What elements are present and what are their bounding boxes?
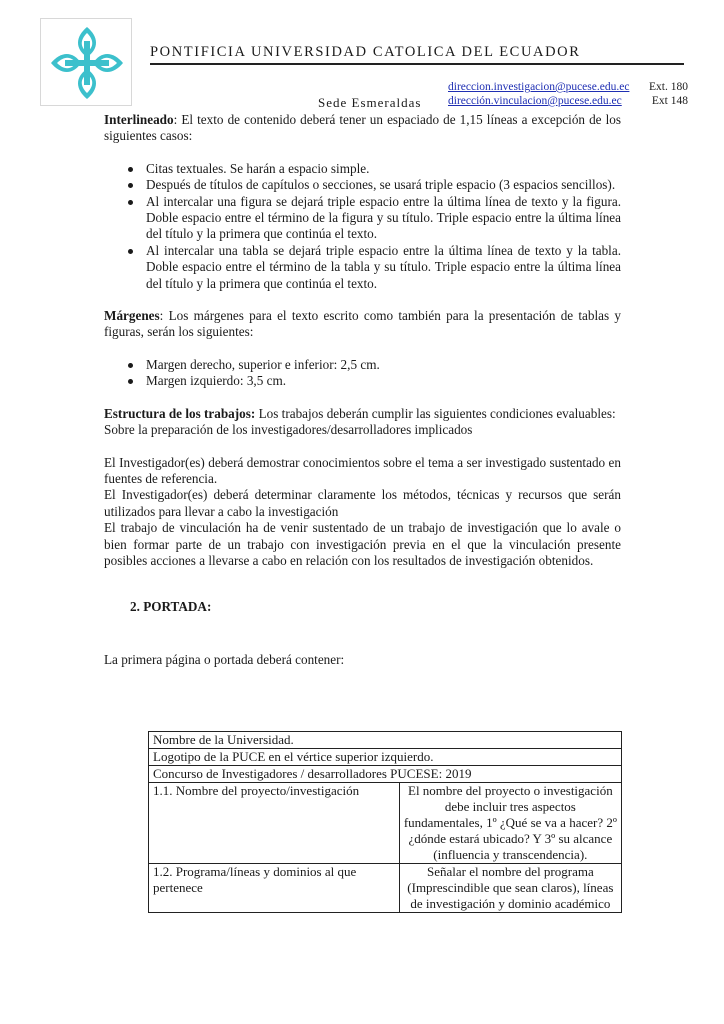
portada-heading: 2. PORTADA: <box>130 599 212 615</box>
contact-block <box>448 80 688 108</box>
contact-row <box>448 80 688 94</box>
extension: Ext. 180 <box>649 81 688 93</box>
header-divider <box>150 63 684 65</box>
estructura-subtext: Sobre la preparación de los investigadores/desarrolladores implicados <box>104 422 473 438</box>
table-row <box>149 864 622 913</box>
table-cell: El nombre del proyecto o investigación debe incluir tres aspectos fundamentales, 1º ¿Qué se va a hacer? 2º ¿dónde estará ubicado? Y 3º su alcance (influencia y transcendencia). <box>399 783 621 864</box>
document-body <box>104 112 621 668</box>
university-name: PONTIFICIA UNIVERSIDAD CATOLICA DEL ECUADOR <box>150 44 581 60</box>
puce-logo <box>40 18 132 106</box>
list-item: Al intercalar una figura se dejará triple espacio entre la última línea de texto y la figura. Doble espacio entre el término de la figura y su título. Triple espacio entre la última línea del título y la primera que continúa el texto. <box>104 194 621 243</box>
table-row <box>149 749 622 766</box>
estructura-label: Estructura de los trabajos: <box>104 405 256 421</box>
margenes-paragraph: Márgenes: Los márgenes para el texto escrito como también para la presentación de tablas y figuras, serán los siguientes: <box>104 308 621 340</box>
puce-logo-icon <box>47 23 127 103</box>
investigacion-email-link[interactable]: direccion.investigacion@pucese.edu.ec <box>448 81 630 93</box>
interlineado-paragraph: Interlineado: El texto de contenido deberá tener un espaciado de 1,15 líneas a excepción de los siguientes casos: <box>104 112 621 144</box>
table-cell: 1.2. Programa/líneas y dominios al que pertenece <box>149 864 400 913</box>
list-item: Citas textuales. Se harán a espacio simple. <box>104 161 621 177</box>
table-cell: 1.1. Nombre del proyecto/investigación <box>149 783 400 864</box>
body-paragraph: El Investigador(es) deberá determinar claramente los métodos, técnicas y recursos que serán utilizados para llevar a cabo la investigación <box>104 487 621 519</box>
portada-table <box>148 731 622 913</box>
list-item: Al intercalar una tabla se dejará triple espacio entre la última línea de texto y la tabla. Doble espacio entre el término de la tabla y su título. Triple espacio entre la última línea del título y la primera que continúa el texto. <box>104 243 621 292</box>
contact-row <box>448 94 688 108</box>
list-item: Margen derecho, superior e inferior: 2,5 cm. <box>104 357 621 373</box>
body-paragraph: El trabajo de vinculación ha de venir sustentado de un trabajo de investigación que lo avale o bien formar parte de un trabajo con investigación previa en el que la vinculación presente posibles acciones a llevarse a cabo en relación con los resultados de investigación obtenidos. <box>104 520 621 568</box>
list-item: Margen izquierdo: 3,5 cm. <box>104 373 621 389</box>
estructura-paragraph: Estructura de los trabajos: Los trabajos deberán cumplir las siguientes condiciones evaluables: <box>104 405 616 421</box>
table-cell: Concurso de Investigadores / desarrolladores PUCESE: 2019 <box>149 766 622 783</box>
portada-intro: La primera página o portada deberá contener: <box>104 651 345 667</box>
table-row <box>149 766 622 783</box>
body-paragraph: El Investigador(es) deberá demostrar conocimientos sobre el tema a ser investigado sustentado en fuentes de referencia. <box>104 454 621 486</box>
vinculacion-email-link[interactable]: dirección.vinculacion@pucese.edu.ec <box>448 95 622 107</box>
table-cell: Nombre de la Universidad. <box>149 732 622 749</box>
table-row <box>149 783 622 864</box>
margenes-list <box>104 357 621 390</box>
table-cell: Señalar el nombre del programa (Imprescindible que sean claros), líneas de investigación y dominio académico <box>399 864 621 913</box>
margenes-label: Márgenes <box>104 308 160 324</box>
interlineado-list <box>104 161 621 292</box>
interlineado-label: Interlineado <box>104 112 174 127</box>
extension: Ext 148 <box>651 95 688 107</box>
list-item: Después de títulos de capítulos o secciones, se usará triple espacio (3 espacios sencillos). <box>104 177 621 193</box>
table-row <box>149 732 622 749</box>
table-cell: Logotipo de la PUCE en el vértice superior izquierdo. <box>149 749 622 766</box>
sede-name: Sede Esmeraldas <box>318 95 422 110</box>
